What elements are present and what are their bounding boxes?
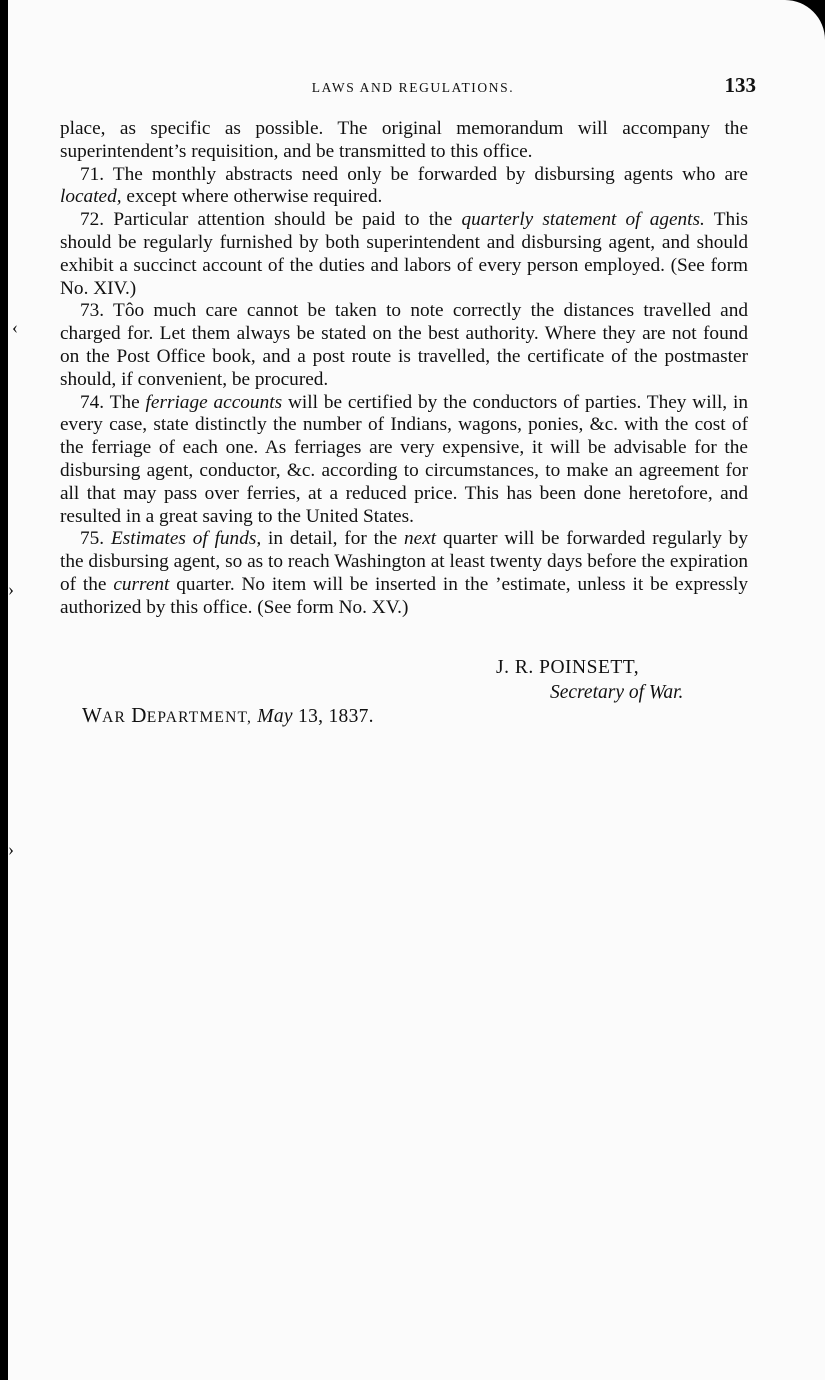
paragraph-72 <box>60 209 748 300</box>
paragraph-text: Particular attention should be paid to the <box>113 209 453 231</box>
body-text <box>60 118 748 620</box>
date-month: May <box>257 706 293 727</box>
paragraph-text: in detail, for the <box>268 528 398 550</box>
signatory-title: Secretary of War. <box>550 682 684 703</box>
page-number: 133 <box>724 73 756 97</box>
margin-mark-3: › <box>8 839 14 859</box>
dept-cap: D <box>131 703 147 727</box>
dept-rest: AR <box>102 709 127 726</box>
paragraph-text: Tôo much care cannot be taken to note correctly the distances travelled and charged for. Let them always be stated on the best authority. Where they are not found on the Post Office book, and a post route is travelled, the certificate of the postmaster should, if convenient, be procured. <box>60 300 748 390</box>
italic-text: current <box>113 573 170 595</box>
paragraph-71 <box>60 164 748 210</box>
paragraph-73 <box>60 300 748 391</box>
paragraph-75 <box>60 528 748 619</box>
running-header: LAWS AND REGULATIONS. <box>311 80 515 95</box>
paragraph-text: will be certified by the conductors of parties. They will, in every case, state distinctly the number of Indians, wagons, ponies, &c. with the cost of the ferriage of each one. As ferriages are very expensive, it will be advisable for the disbursing agent, conductor, &c. according to circumstances, to make an agreement for all that may pass over ferries, at a reduced price. This has been done heretofore, and resulted in a great saving to the United States. <box>60 391 749 527</box>
italic-text: located, <box>60 186 122 208</box>
paragraph-number: 75. <box>80 528 105 550</box>
paragraph-number: 72. <box>80 209 105 231</box>
paragraph-text: The monthly abstracts need only be forwarded by disbursing agents who are <box>112 163 748 185</box>
italic-text: quarterly statement of agents. <box>461 209 705 231</box>
paragraph-continuation: place, as specific as possible. The original memorandum will accompany the superintendent’s requisition, and be transmitted to this office. <box>60 118 748 162</box>
dept-cap: W <box>82 703 103 727</box>
paragraph-74 <box>60 392 748 529</box>
signatory-name: J. R. POINSETT, <box>496 657 640 678</box>
dateline <box>82 703 374 728</box>
signature-block <box>488 655 758 705</box>
paragraph-number: 71. <box>80 163 105 185</box>
margin-mark-1: ‹ <box>12 317 18 337</box>
paragraph-text: The <box>109 391 140 413</box>
paragraph-number: 74. <box>80 391 105 413</box>
paragraph-number: 73. <box>80 300 105 322</box>
italic-text: Estimates of funds, <box>110 528 262 550</box>
margin-mark-2: › <box>8 579 14 599</box>
paragraph-text: quarter. No item will be inserted in the ’estimate, unless it be expressly authorized by this office. (See form No. XV.) <box>60 573 749 618</box>
paragraph-text: except where otherwise required. <box>126 186 383 208</box>
italic-text: next <box>404 528 437 550</box>
dept-rest: EPARTMENT, <box>146 709 253 726</box>
paragraph-text: quarter will be forwarded regularly by the disbursing agent, so as to reach Washington at least twenty days before the expiration of the <box>60 528 748 595</box>
date-day-year: 13, 1837. <box>298 706 374 727</box>
paragraph-text: This should be regularly furnished by both superintendent and disbursing agent, and should exhibit a succinct account of the duties and labors of every person employed. (See form No. XIV.) <box>60 209 749 299</box>
book-page <box>8 0 825 1380</box>
italic-text: ferriage accounts <box>145 391 283 413</box>
